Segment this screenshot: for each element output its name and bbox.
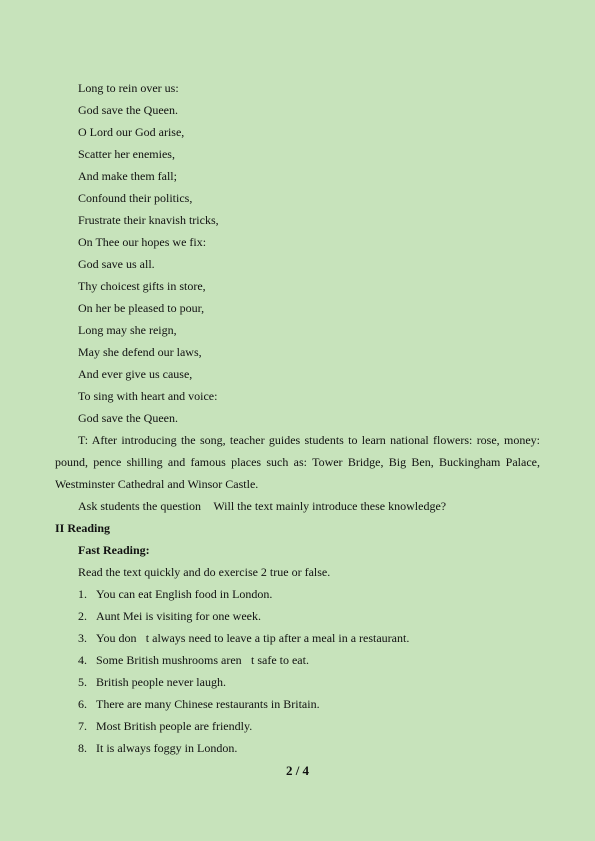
anthem-line: May she defend our laws, (78, 345, 202, 359)
list-item (78, 609, 261, 623)
anthem-line: Thy choicest gifts in store, (78, 279, 206, 293)
list-item-number: 6. (78, 697, 87, 711)
anthem-line: Scatter her enemies, (78, 147, 175, 161)
list-item (78, 653, 309, 667)
list-item-number: 8. (78, 741, 87, 755)
teacher-paragraph-line: T: After introducing the song, teacher guides students to learn national flowers: rose, money: (78, 433, 540, 447)
list-item-text: You don t always need to leave a tip after a meal in a restaurant. (96, 631, 410, 645)
teacher-paragraph-line: pound, pence shilling and famous places such as: Tower Bridge, Big Ben, Buckingham Palace, (55, 455, 540, 469)
list-item (78, 587, 272, 601)
list-item-number: 3. (78, 631, 87, 645)
list-item-text: You can eat English food in London. (96, 587, 273, 601)
anthem-line: God save the Queen. (78, 411, 178, 425)
anthem-line: To sing with heart and voice: (78, 389, 218, 403)
instruction-text: Read the text quickly and do exercise 2 true or false. (78, 565, 331, 579)
anthem-line: On Thee our hopes we fix: (78, 235, 207, 249)
list-item-text: Some British mushrooms aren t safe to eat. (96, 653, 309, 667)
anthem-line: God save the Queen. (78, 103, 178, 117)
list-item-number: 2. (78, 609, 87, 623)
teacher-paragraph-line: Westminster Cathedral and Winsor Castle. (55, 477, 259, 491)
list-item-text: Most British people are friendly. (96, 719, 253, 733)
subheading: Fast Reading: (78, 543, 150, 557)
list-item (78, 719, 252, 733)
list-item (78, 697, 320, 711)
anthem-line: And make them fall; (78, 169, 177, 183)
list-item-text: Aunt Mei is visiting for one week. (96, 609, 261, 623)
anthem-line: Confound their politics, (78, 191, 193, 205)
list-item-text: British people never laugh. (96, 675, 226, 689)
anthem-line: Long may she reign, (78, 323, 177, 337)
anthem-line: O Lord our God arise, (78, 125, 185, 139)
section-heading: II Reading (55, 521, 111, 535)
question-line: Ask students the question  Will the text mainly introduce these knowledge?  (78, 499, 456, 513)
list-item-number: 7. (78, 719, 87, 733)
list-item (78, 631, 409, 645)
anthem-line: God save us all. (78, 257, 155, 271)
anthem-line: Long to rein over us: (78, 81, 179, 95)
list-item-text: There are many Chinese restaurants in Britain. (96, 697, 320, 711)
list-item-number: 1. (78, 587, 87, 601)
list-item (78, 675, 226, 689)
anthem-line: Frustrate their knavish tricks, (78, 213, 219, 227)
list-item-number: 4. (78, 653, 87, 667)
list-item (78, 741, 237, 755)
anthem-line: On her be pleased to pour, (78, 301, 205, 315)
list-item-number: 5. (78, 675, 87, 689)
anthem-line: And ever give us cause, (78, 367, 193, 381)
list-item-text: It is always foggy in London. (96, 741, 238, 755)
page-number: 2 / 4 (285, 763, 310, 778)
